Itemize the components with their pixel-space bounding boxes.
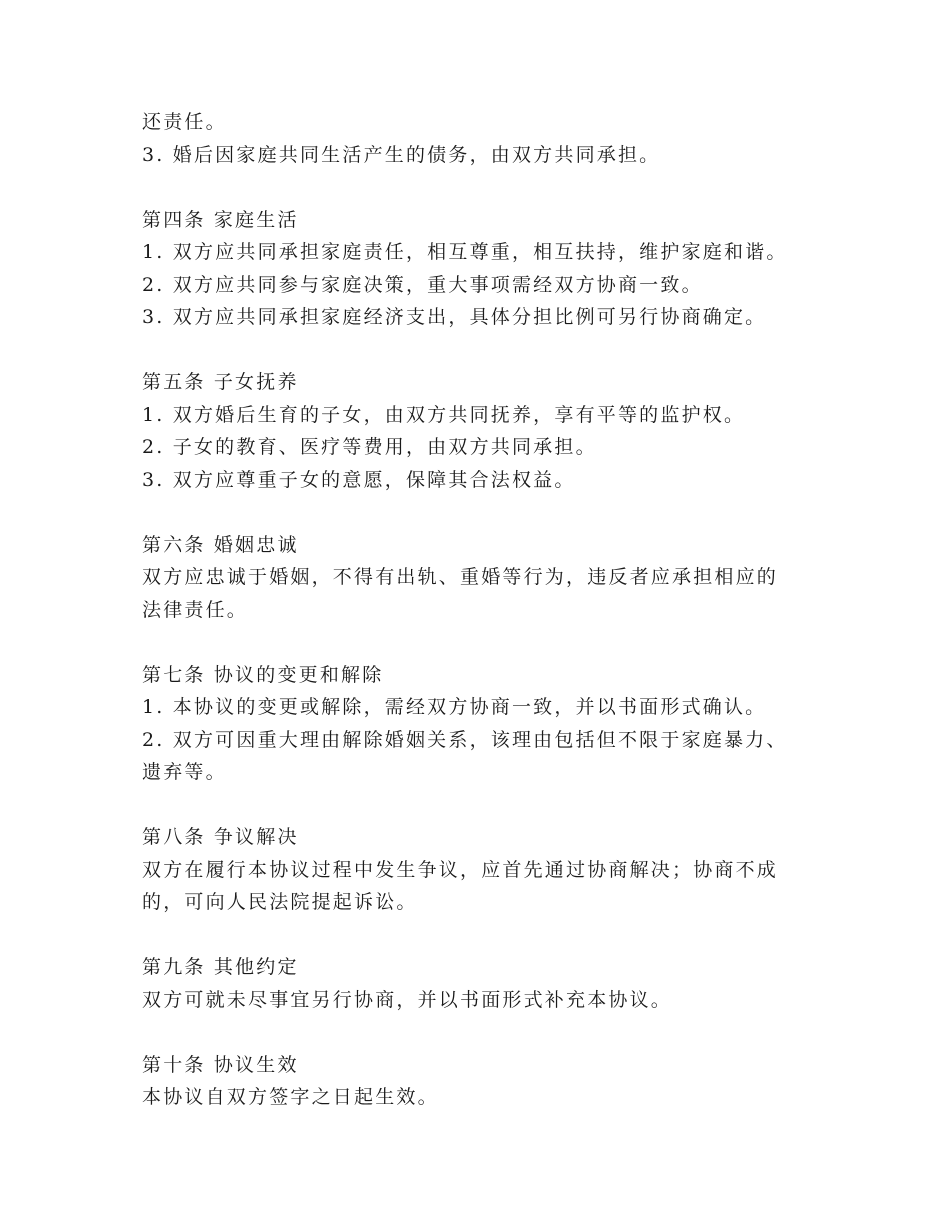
list-item: 3. 双方应尊重子女的意愿，保障其合法权益。 bbox=[142, 468, 576, 491]
document-body bbox=[142, 106, 822, 1114]
paragraph-gap bbox=[142, 171, 822, 204]
list-item: 2. 双方可因重大理由解除婚姻关系，该理由包括但不限于家庭暴力、 bbox=[142, 728, 788, 751]
paragraph-gap bbox=[142, 626, 822, 659]
section-heading-article-6: 第六条 婚姻忠诚 bbox=[142, 533, 299, 556]
list-item: 2. 子女的教育、医疗等费用，由双方共同承担。 bbox=[142, 436, 597, 458]
section-heading-article-10: 第十条 协议生效 bbox=[142, 1053, 299, 1076]
list-item: 2. 双方应共同参与家庭决策，重大事项需经双方协商一致。 bbox=[142, 273, 703, 296]
paragraph-gap bbox=[142, 919, 822, 952]
section-heading-article-7: 第七条 协议的变更和解除 bbox=[142, 663, 384, 686]
text-line: 法律责任。 bbox=[142, 598, 249, 621]
section-heading-article-8: 第八条 争议解决 bbox=[142, 826, 299, 848]
list-item: 1. 本协议的变更或解除，需经双方协商一致，并以书面形式确认。 bbox=[142, 696, 767, 718]
text-line: 双方应忠诚于婚姻，不得有出轨、重婚等行为，违反者应承担相应的 bbox=[142, 566, 779, 588]
text-line: 双方可就未尽事宜另行协商，并以书面形式补充本协议。 bbox=[142, 988, 673, 1011]
section-heading-article-9: 第九条 其他约定 bbox=[142, 956, 299, 978]
text-line: 双方在履行本协议过程中发生争议，应首先通过协商解决；协商不成 bbox=[142, 858, 779, 881]
list-item: 1. 双方婚后生育的子女，由双方共同抚养，享有平等的监护权。 bbox=[142, 403, 746, 426]
list-item: 3. 婚后因家庭共同生活产生的债务，由双方共同承担。 bbox=[142, 143, 661, 166]
paragraph-gap bbox=[142, 334, 822, 367]
section-heading-article-4: 第四条 家庭生活 bbox=[142, 208, 299, 231]
section-heading-article-5: 第五条 子女抚养 bbox=[142, 371, 299, 393]
paragraph-gap bbox=[142, 1016, 822, 1049]
paragraph-gap bbox=[142, 789, 822, 822]
list-item: 1. 双方应共同承担家庭责任，相互尊重，相互扶持，维护家庭和谐。 bbox=[142, 241, 788, 263]
list-item: 3. 双方应共同承担家庭经济支出，具体分担比例可另行协商确定。 bbox=[142, 306, 767, 328]
text-line: 还责任。 bbox=[142, 111, 227, 133]
text-line: 本协议自双方签字之日起生效。 bbox=[142, 1086, 439, 1108]
text-line: 遗弃等。 bbox=[142, 761, 227, 783]
paragraph-gap bbox=[142, 496, 822, 529]
text-line: 的，可向人民法院提起诉讼。 bbox=[142, 891, 418, 913]
